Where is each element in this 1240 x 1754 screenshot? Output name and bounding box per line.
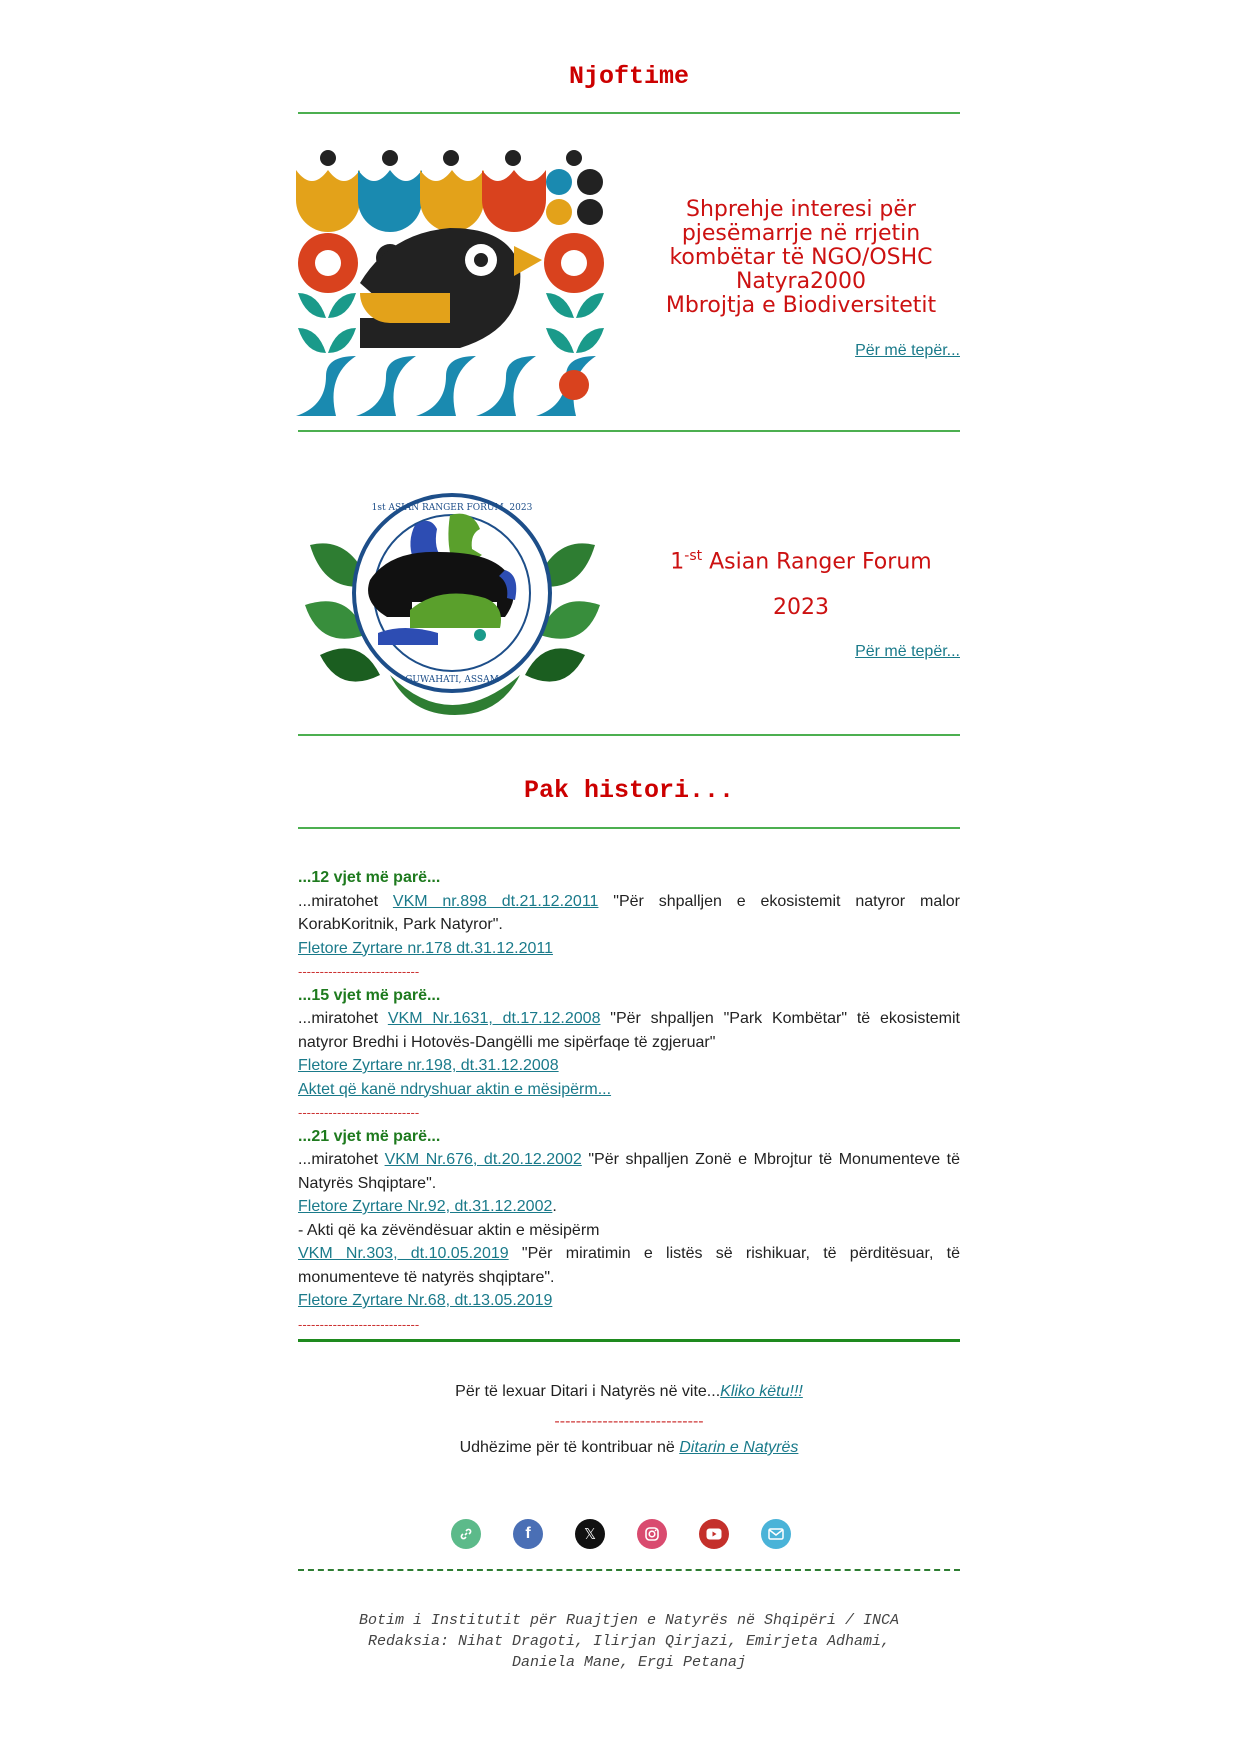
instagram-icon[interactable] [637, 1519, 667, 1549]
history-entry [298, 890, 960, 937]
gazette-link[interactable]: Fletore Zyrtare nr.198, dt.31.12.2008 [298, 1057, 559, 1074]
vkm-link[interactable]: VKM Nr.1631, dt.17.12.2008 [387, 1010, 601, 1027]
email-icon[interactable] [761, 1519, 791, 1549]
youtube-icon[interactable] [699, 1519, 729, 1549]
credits [298, 1610, 960, 1673]
history-entry [298, 1148, 960, 1195]
entry-prefix: ...miratohet [298, 1151, 385, 1168]
entry-suffix: . [552, 1198, 557, 1215]
divider [298, 1569, 960, 1571]
archive-text: Për të lexuar Ditari i Natyrës në vite... [455, 1383, 721, 1400]
card2-title [650, 544, 952, 620]
entry-text: "Për shpalljen "Park Kombëtar" të ekosistemit natyror Bredhi i Hotovës-Dangëlli me sipërfaqe të zgjeruar" [298, 1010, 960, 1051]
natura2000-artwork[interactable] [296, 148, 606, 416]
entry-text: "Për shpalljen Zonë e Mbrojtur të Monumenteve të Natyrës Shqiptare". [298, 1151, 961, 1192]
card2-line1-rest: Asian Ranger Forum [702, 549, 932, 575]
entry-text: "Për shpalljen e ekosistemit natyror malor KorabKoritnik, Park Natyror". [298, 892, 960, 933]
archive-line [298, 1383, 960, 1401]
divider [298, 1339, 960, 1342]
link-icon[interactable] [451, 1519, 481, 1549]
history-list [298, 866, 960, 1336]
contribute-text: Udhëzime për të kontribuar në [459, 1439, 680, 1456]
card1-line: kombëtar të NGO/OSHC [669, 245, 933, 270]
entry-prefix: ...miratohet [298, 892, 393, 910]
card1-title [650, 198, 952, 318]
page-title: Njoftime [568, 62, 690, 91]
gazette-link[interactable]: Fletore Zyrtare nr.178 dt.31.12.2011 [298, 939, 553, 957]
separator: ---------------------------- [298, 1105, 420, 1120]
card1-line: pjesëmarrje në rrjetin [681, 221, 921, 246]
gazette-link[interactable]: Fletore Zyrtare Nr.68, dt.13.05.2019 [298, 1292, 553, 1309]
amendments-link[interactable]: Aktet që kanë ndryshuar aktin e mësipërm... [298, 1080, 612, 1098]
vkm-link[interactable]: VKM Nr.303, dt.10.05.2019 [298, 1245, 509, 1262]
card1-line: Shprehje interesi për [686, 197, 916, 222]
divider [298, 734, 960, 736]
history-title: Pak histori... [523, 776, 735, 805]
history-heading: ...12 vjet më parë... [298, 869, 441, 886]
separator: ---------------------------- [298, 964, 420, 979]
archive-link[interactable]: Kliko këtu!!! [720, 1383, 803, 1400]
card2-line1-sup: -st [684, 548, 703, 564]
credits-line: Botim i Institutit për Ruajtjen e Natyrës në Shqipëri / INCA [358, 1612, 900, 1629]
card2-line1-main: 1 [670, 549, 685, 575]
asian-ranger-forum-logo[interactable] [300, 485, 605, 715]
separator: ---------------------------- [554, 1413, 704, 1430]
vkm-link[interactable]: VKM Nr.676, dt.20.12.2002 [384, 1151, 582, 1168]
history-heading: ...21 vjet më parë... [298, 1127, 441, 1145]
history-note: - Akti që ka zëvëndësuar aktin e mësipërm [298, 1221, 600, 1239]
separator: ---------------------------- [298, 1316, 420, 1332]
vkm-link[interactable]: VKM nr.898 dt.21.12.2011 [392, 892, 599, 910]
contribute-line [298, 1439, 960, 1457]
facebook-icon[interactable]: f [513, 1519, 543, 1549]
card1-line: Natyra2000 [735, 269, 867, 294]
card2-more-link[interactable]: Për më tepër... [855, 643, 960, 660]
contribute-link[interactable]: Ditarin e Natyrës [679, 1439, 799, 1456]
entry-text: "Për miratimin e listës së rishikuar, të përditësuar, të monumenteve të natyrës shqiptare". [298, 1245, 960, 1286]
entry-prefix: ...miratohet [298, 1010, 388, 1027]
gazette-link[interactable]: Fletore Zyrtare Nr.92, dt.31.12.2002 [298, 1198, 553, 1215]
x-icon[interactable]: 𝕏 [575, 1519, 605, 1549]
card1-line: Mbrojtja e Biodiversitetit [665, 293, 937, 318]
card1-more-link[interactable]: Për më tepër... [855, 342, 960, 359]
card2-line2: 2023 [773, 595, 829, 621]
divider [298, 827, 960, 829]
credits-line: Daniela Mane, Ergi Petanaj [511, 1654, 747, 1671]
logo-top-text: 1st ASIAN RANGER FORUM, 2023 [371, 503, 533, 513]
credits-line: Redaksia: Nihat Dragoti, Ilirjan Qirjazi, Emirjeta Adhami, [367, 1633, 891, 1650]
divider [298, 430, 960, 432]
history-heading: ...15 vjet më parë... [298, 986, 441, 1004]
divider [298, 112, 960, 114]
logo-bottom-text: GUWAHATI, ASSAM [405, 675, 499, 685]
history-entry [298, 1007, 960, 1054]
history-entry [298, 1242, 960, 1289]
